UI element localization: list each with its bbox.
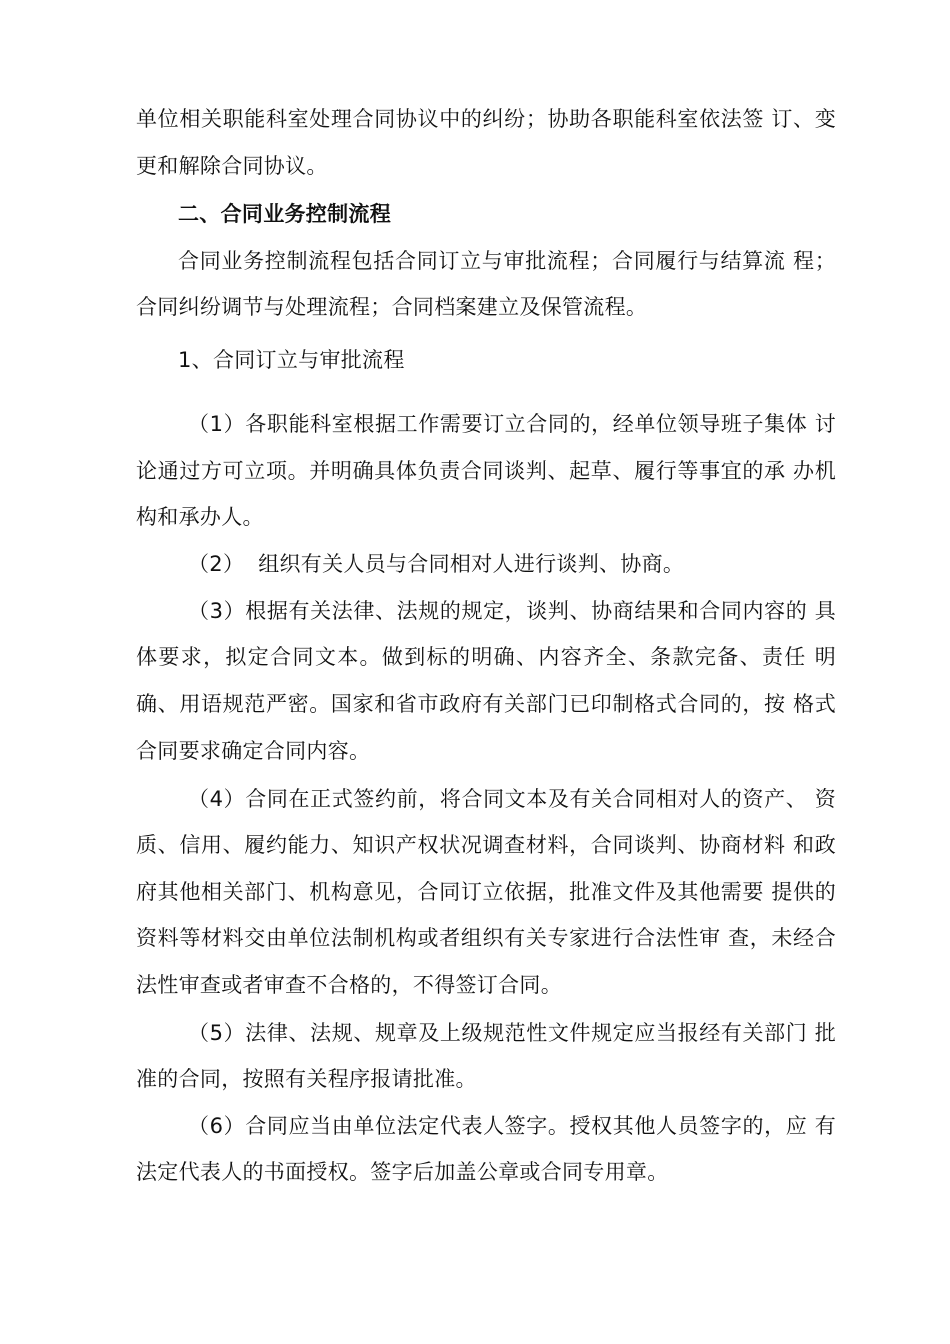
paragraph-line: 确、用语规范严密。国家和省市政府有关部门已印制格式合同的，按 格式 xyxy=(136,692,836,716)
paragraph-line: 资料等材料交由单位法制机构或者组织有关专家进行合法性审 查，未经合 xyxy=(136,926,836,950)
paragraph-line: 更和解除合同协议。 xyxy=(136,154,328,178)
paragraph-line: （4）合同在正式签约前，将合同文本及有关合同相对人的资产、 资 xyxy=(188,787,836,811)
paragraph-line: （2） 组织有关人员与合同相对人进行谈判、协商。 xyxy=(188,552,685,576)
paragraph-line: 构和承办人。 xyxy=(136,505,264,529)
paragraph-line: 单位相关职能科室处理合同协议中的纠纷；协助各职能科室依法签 订、变 xyxy=(136,107,836,131)
paragraph-line: （5）法律、法规、规章及上级规范性文件规定应当报经有关部门 批 xyxy=(188,1021,836,1045)
paragraph-line: （3）根据有关法律、法规的规定，谈判、协商结果和合同内容的 具 xyxy=(188,599,836,623)
paragraph-line: 准的合同，按照有关程序报请批准。 xyxy=(136,1067,477,1091)
paragraph-line: （6）合同应当由单位法定代表人签字。授权其他人员签字的，应 有 xyxy=(188,1114,836,1138)
section-heading: 二、合同业务控制流程 xyxy=(178,202,391,226)
paragraph-line: （1）各职能科室根据工作需要订立合同的，经单位领导班子集体 讨 xyxy=(188,412,836,436)
paragraph-line: 法性审查或者审查不合格的，不得签订合同。 xyxy=(136,973,562,997)
paragraph-line: 论通过方可立项。并明确具体负责合同谈判、起草、履行等事宜的承 办机 xyxy=(136,459,836,483)
subsection-heading: 1、合同订立与审批流程 xyxy=(178,348,405,372)
paragraph-line: 法定代表人的书面授权。签字后加盖公章或合同专用章。 xyxy=(136,1160,669,1184)
paragraph-line: 府其他相关部门、机构意见，合同订立依据，批准文件及其他需要 提供的 xyxy=(136,880,836,904)
paragraph-line: 质、信用、履约能力、知识产权状况调查材料，合同谈判、协商材料 和政 xyxy=(136,833,836,857)
paragraph-line: 合同要求确定合同内容。 xyxy=(136,739,371,763)
paragraph-line: 合同业务控制流程包括合同订立与审批流程；合同履行与结算流 程； xyxy=(178,249,836,273)
paragraph-line: 合同纠纷调节与处理流程；合同档案建立及保管流程。 xyxy=(136,295,648,319)
paragraph-line: 体要求，拟定合同文本。做到标的明确、内容齐全、条款完备、责任 明 xyxy=(136,645,836,669)
